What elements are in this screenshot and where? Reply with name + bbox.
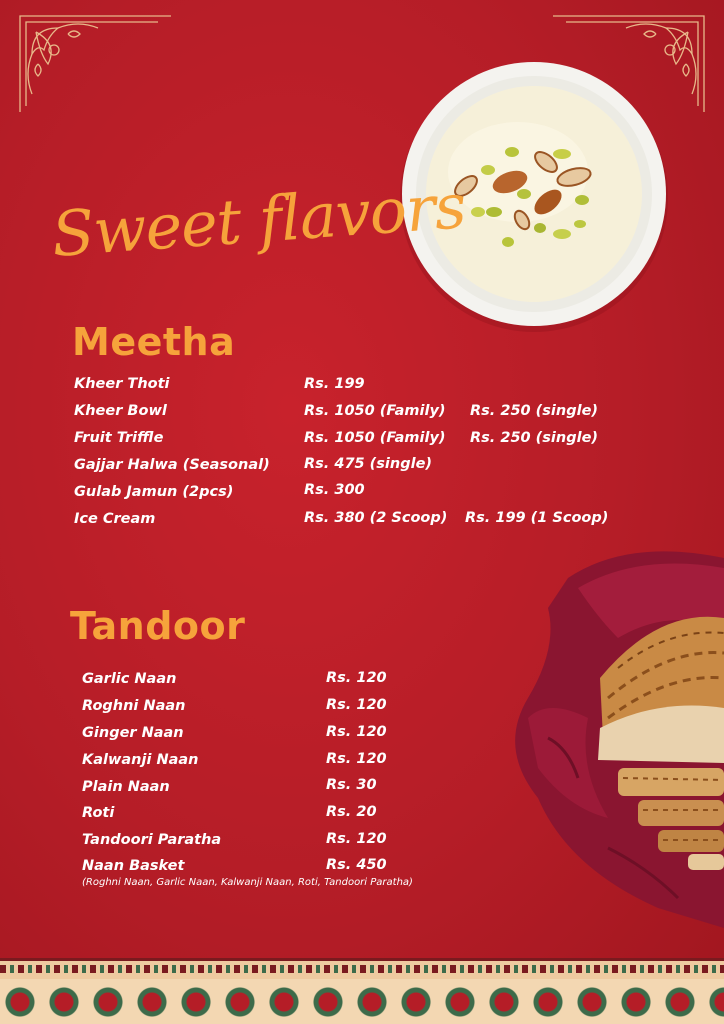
menu-item-name: Ice Cream: [74, 511, 156, 527]
menu-item-price: Rs. 120: [326, 670, 387, 686]
menu-item-name: Kheer Thoti: [74, 376, 170, 392]
menu-item-name: Roghni Naan: [82, 698, 186, 714]
menu-item-price: Rs. 380 (2 Scoop): [304, 510, 448, 526]
menu-item-name: Roti: [82, 805, 115, 821]
floral-motif-icon: [0, 979, 724, 1024]
corner-ornament-icon: [18, 14, 173, 114]
section-title-meetha: Meetha: [72, 320, 236, 364]
menu-item-name: Kalwanji Naan: [82, 752, 199, 768]
menu-item-price-alt: Rs. 250 (single): [470, 430, 599, 446]
script-title: Sweet flavors: [49, 169, 468, 271]
menu-item-price: Rs. 30: [326, 777, 377, 793]
menu-item-price: Rs. 120: [326, 831, 387, 847]
menu-item-price: Rs. 475 (single): [304, 456, 433, 472]
naan-basket-image: [508, 548, 724, 928]
menu-item-price: Rs. 120: [326, 724, 387, 740]
menu-item-name: Tandoori Paratha: [82, 832, 222, 848]
menu-item-name: Garlic Naan: [82, 671, 177, 687]
menu-item-name: Plain Naan: [82, 779, 170, 795]
menu-item-price-alt: Rs. 199 (1 Scoop): [465, 510, 609, 526]
decorative-border: [0, 958, 724, 1024]
menu-item-price: Rs. 20: [326, 804, 377, 820]
menu-item-price: Rs. 199: [304, 376, 365, 392]
menu-item-price-alt: Rs. 250 (single): [470, 403, 599, 419]
menu-item-name: Ginger Naan: [82, 725, 184, 741]
naan-basket-note: (Roghni Naan, Garlic Naan, Kalwanji Naan, Roti, Tandoori Paratha): [82, 877, 413, 888]
menu-item-price: Rs. 1050 (Family): [304, 403, 446, 419]
section-title-tandoor: Tandoor: [70, 604, 246, 648]
menu-item-name: Fruit Triffle: [74, 430, 164, 446]
menu-item-name: Gajjar Halwa (Seasonal): [74, 457, 270, 473]
menu-item-name: Kheer Bowl: [74, 403, 167, 419]
menu-item-price: Rs. 1050 (Family): [304, 430, 446, 446]
menu-item-price: Rs. 120: [326, 751, 387, 767]
menu-item-price: Rs. 450: [326, 857, 387, 873]
menu-item-price: Rs. 120: [326, 697, 387, 713]
menu-item-name: Naan Basket: [82, 858, 185, 874]
border-stripe: [0, 965, 724, 973]
menu-item-price: Rs. 300: [304, 482, 365, 498]
menu-item-name: Gulab Jamun (2pcs): [74, 484, 234, 500]
